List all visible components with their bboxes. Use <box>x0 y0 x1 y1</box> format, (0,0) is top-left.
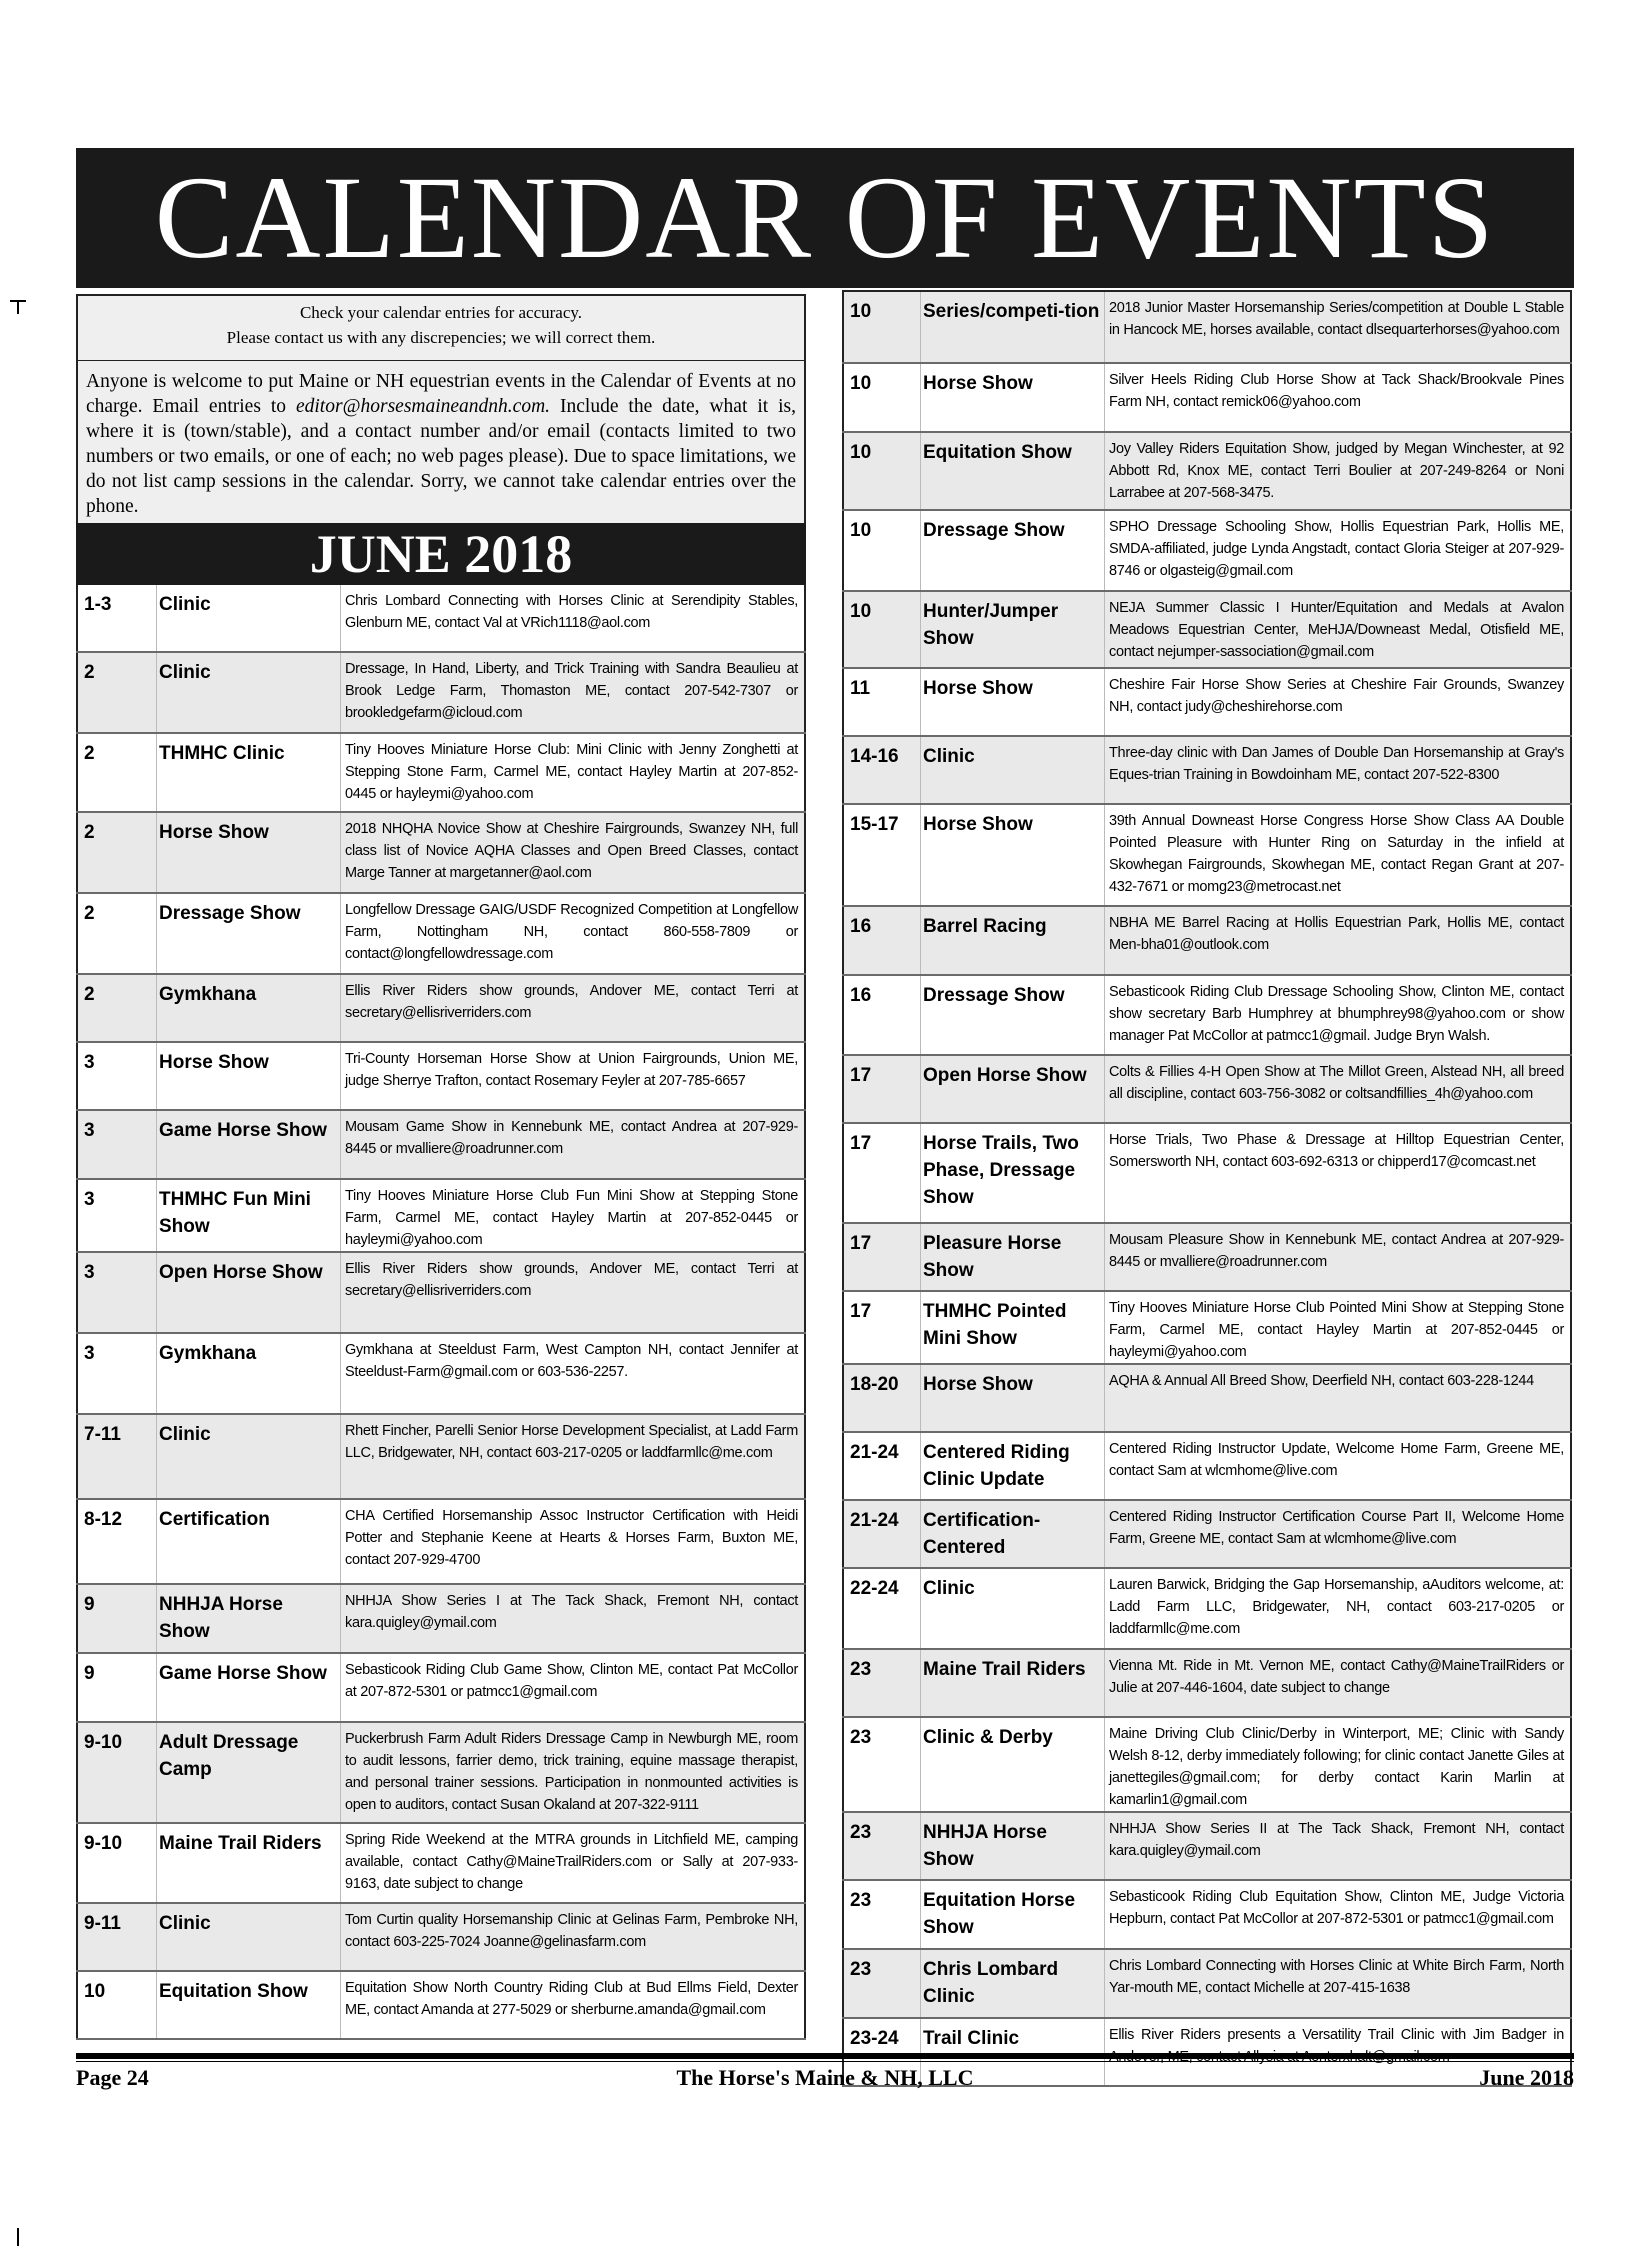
event-category: Equitation Horse Show <box>921 1880 1105 1949</box>
event-category: Horse Show <box>921 668 1105 736</box>
table-row <box>77 812 805 893</box>
table-row <box>77 1823 805 1903</box>
event-category: Clinic & Derby <box>921 1717 1105 1812</box>
footer-rule <box>76 2061 1574 2062</box>
month-heading: JUNE 2018 <box>76 523 806 585</box>
event-category: Open Horse Show <box>157 1252 341 1333</box>
event-details: Spring Ride Weekend at the MTRA grounds in Litchfield ME, camping available, contact Cathy@MaineTrailRiders.com or Sally at 207-933-9163, date subject to change <box>341 1823 806 1903</box>
event-details: Three-day clinic with Dan James of Double Dan Horsemanship at Gray's Eques-trian Training in Bowdoinham ME, contact 207-522-8300 <box>1105 736 1572 804</box>
event-details: Horse Trials, Two Phase & Dressage at Hilltop Equestrian Center, Somersworth NH, contact 603-692-6313 or chipperd17@comcast.net <box>1105 1123 1572 1223</box>
page-title: CALENDAR OF EVENTS <box>76 148 1574 288</box>
table-row <box>77 1722 805 1823</box>
event-date: 21-24 <box>843 1500 921 1568</box>
event-date: 15-17 <box>843 804 921 906</box>
event-details: 2018 NHQHA Novice Show at Cheshire Fairgrounds, Swanzey NH, full class list of Novice AQHA Classes and Open Breed Classes, contact Marge Tanner at margetanner@aol.com <box>341 812 806 893</box>
event-date: 23 <box>843 1812 921 1880</box>
right-column <box>842 290 1572 2087</box>
event-details: Tom Curtin quality Horsemanship Clinic at Gelinas Farm, Pembroke NH, contact 603-225-7024 Joanne@gelinasfarm.com <box>341 1903 806 1971</box>
event-date: 3 <box>77 1333 157 1414</box>
event-date: 23-24 <box>843 2018 921 2086</box>
event-date: 9-10 <box>77 1823 157 1903</box>
event-date: 21-24 <box>843 1432 921 1500</box>
table-row <box>77 733 805 812</box>
event-category: Game Horse Show <box>157 1110 341 1179</box>
table-row <box>843 1880 1571 1949</box>
event-details: Rhett Fincher, Parelli Senior Horse Development Specialist, at Ladd Farm LLC, Bridgewater, NH, contact 603-217-0205 or laddfarmllc@me.com <box>341 1414 806 1499</box>
table-row <box>77 1584 805 1653</box>
event-category: Clinic <box>157 1414 341 1499</box>
event-details: NHHJA Show Series I at The Tack Shack, Fremont NH, contact kara.quigley@ymail.com <box>341 1584 806 1653</box>
event-category: Hunter/Jumper Show <box>921 591 1105 668</box>
event-details: Mousam Game Show in Kennebunk ME, contact Andrea at 207-929-8445 or mvalliere@roadrunner.com <box>341 1110 806 1179</box>
event-details: Longfellow Dressage GAIG/USDF Recognized Competition at Longfellow Farm, Nottingham NH, contact 860-558-7809 or contact@longfellowdressage.com <box>341 893 806 974</box>
event-date: 17 <box>843 1123 921 1223</box>
event-date: 8-12 <box>77 1499 157 1584</box>
table-row <box>77 1971 805 2039</box>
submission-instructions <box>76 360 806 523</box>
notice-line: Check your calendar entries for accuracy. <box>299 303 583 322</box>
table-row <box>77 585 805 652</box>
event-date: 18-20 <box>843 1364 921 1432</box>
event-category: Dressage Show <box>157 893 341 974</box>
event-date: 1-3 <box>77 585 157 652</box>
event-category: Clinic <box>921 1568 1105 1649</box>
event-details: Ellis River Riders presents a Versatility Trail Clinic with Jim Badger in <box>1105 2018 1572 2086</box>
event-date: 10 <box>843 510 921 591</box>
event-date: 3 <box>77 1042 157 1110</box>
event-category: Horse Show <box>921 1364 1105 1432</box>
event-category: Maine Trail Riders <box>157 1823 341 1903</box>
intro-text: Anyone is welcome to put Maine or NH equestrian events in the Calendar of Events at no charge. Email entries to <box>86 371 796 417</box>
table-row <box>77 1653 805 1722</box>
event-date: 10 <box>843 432 921 510</box>
publication-name: The Horse's Maine & NH, LLC <box>676 2065 974 2090</box>
event-details: 2018 Junior Master Horsemanship Series/competition at Double L Stable in Hancock ME, horses available, contact dlsequarterhorses@yahoo.com <box>1105 291 1572 363</box>
event-category: Equitation Show <box>157 1971 341 2039</box>
table-row <box>843 432 1571 510</box>
event-date: 16 <box>843 906 921 975</box>
event-category: Gymkhana <box>157 974 341 1042</box>
table-row <box>843 1812 1571 1880</box>
table-row <box>77 1252 805 1333</box>
event-date: 2 <box>77 893 157 974</box>
event-details: Maine Driving Club Clinic/Derby in Winterport, ME; Clinic with Sandy Welsh 8-12, derby immediately following; for clinic contact Janette Giles at janettegiles@gmail.com; for derby contact Karin Marlin at kamarlin1@gmail.com <box>1105 1717 1572 1812</box>
event-details: Equitation Show North Country Riding Club at Bud Ellms Field, Dexter ME, contact Amanda at 277-5029 or sherburne.amanda@gmail.com <box>341 1971 806 2039</box>
event-date: 2 <box>77 812 157 893</box>
event-category: Gymkhana <box>157 1333 341 1414</box>
event-details: Sebasticook Riding Club Game Show, Clinton ME, contact Pat McCollor at 207-872-5301 or patmcc1@gmail.com <box>341 1653 806 1722</box>
event-details: Tiny Hooves Miniature Horse Club Fun Mini Show at Stepping Stone Farm, Carmel ME, contact Hayley Martin at 207-852-0445 or hayleymi@yahoo.com <box>341 1179 806 1252</box>
event-category: Centered Riding Clinic Update <box>921 1432 1105 1500</box>
event-date: 2 <box>77 652 157 733</box>
table-row <box>843 668 1571 736</box>
event-date: 3 <box>77 1110 157 1179</box>
table-row <box>843 510 1571 591</box>
table-row <box>77 1499 805 1584</box>
event-date: 17 <box>843 1223 921 1291</box>
event-category: Clinic <box>157 585 341 652</box>
event-details: Tri-County Horseman Horse Show at Union Fairgrounds, Union ME, judge Sherrye Trafton, contact Rosemary Feyler at 207-785-6657 <box>341 1042 806 1110</box>
table-row <box>77 1110 805 1179</box>
event-date: 9 <box>77 1653 157 1722</box>
event-category: Clinic <box>921 736 1105 804</box>
event-date: 9-11 <box>77 1903 157 1971</box>
issue-date: June 2018 <box>1479 2065 1574 2090</box>
table-row <box>843 1055 1571 1123</box>
table-row <box>77 1179 805 1252</box>
event-category: Horse Show <box>921 363 1105 432</box>
event-date: 2 <box>77 974 157 1042</box>
event-category: Horse Show <box>157 812 341 893</box>
event-date: 17 <box>843 1291 921 1364</box>
table-row <box>843 291 1571 363</box>
table-row <box>843 804 1571 906</box>
table-row <box>843 1949 1571 2018</box>
event-date: 10 <box>77 1971 157 2039</box>
event-details: Mousam Pleasure Show in Kennebunk ME, contact Andrea at 207-929-8445 or mvalliere@roadrunner.com <box>1105 1223 1572 1291</box>
event-category: Horse Show <box>157 1042 341 1110</box>
event-date: 23 <box>843 1649 921 1717</box>
event-category: NHHJA Horse Show <box>921 1812 1105 1880</box>
events-table-right <box>842 290 1572 2087</box>
event-date: 3 <box>77 1179 157 1252</box>
event-details: CHA Certified Horsemanship Assoc Instructor Certification with Heidi Potter and Stephanie Keene at Hearts & Horses Farm, Buxton ME, contact 207-929-4700 <box>341 1499 806 1584</box>
event-date: 10 <box>843 363 921 432</box>
editor-email-link[interactable]: editor@horsesmaineandnh.com. <box>295 396 551 417</box>
event-date: 2 <box>77 733 157 812</box>
event-details: Tiny Hooves Miniature Horse Club Pointed Mini Show at Stepping Stone Farm, Carmel ME, contact Hayley Martin at 207-852-0445 or hayleymi@yahoo.com <box>1105 1291 1572 1364</box>
table-row <box>843 591 1571 668</box>
table-row <box>77 1414 805 1499</box>
event-category: Certification <box>157 1499 341 1584</box>
crop-mark <box>17 300 19 314</box>
left-column <box>76 294 806 2040</box>
table-row <box>843 1568 1571 1649</box>
page-number: Page 24 <box>76 2065 149 2090</box>
event-details: Chris Lombard Connecting with Horses Clinic at Serendipity Stables, Glenburn ME, contact Val at VRich1118@aol.com <box>341 585 806 652</box>
table-row <box>843 1432 1571 1500</box>
event-category: Pleasure Horse Show <box>921 1223 1105 1291</box>
event-date: 7-11 <box>77 1414 157 1499</box>
event-details: Sebasticook Riding Club Equitation Show, Clinton ME, Judge Victoria Hepburn, contact Pat McCollor at 207-872-5301 or patmcc1@gmail.com <box>1105 1880 1572 1949</box>
event-category: Equitation Show <box>921 432 1105 510</box>
table-row <box>77 652 805 733</box>
table-row <box>843 1717 1571 1812</box>
event-details: NHHJA Show Series II at The Tack Shack, Fremont NH, contact kara.quigley@ymail.com <box>1105 1812 1572 1880</box>
event-category: Barrel Racing <box>921 906 1105 975</box>
event-date: 23 <box>843 1949 921 2018</box>
event-details: Lauren Barwick, Bridging the Gap Horsemanship, aAuditors welcome, at: Ladd Farm LLC, Bridgewater, NH, contact 603-217-0205 or laddfarmllc@me.com <box>1105 1568 1572 1649</box>
event-details: NBHA ME Barrel Racing at Hollis Equestrian Park, Hollis ME, contact Men-bha01@outlook.com <box>1105 906 1572 975</box>
event-details: Puckerbrush Farm Adult Riders Dressage Camp in Newburgh ME, room to audit lessons, farrier demo, trick training, equine massage therapist, and personal trainer sessions. Participation in nonmounted activities is open to auditors, contact Susan Okaland at 207-322-9111 <box>341 1722 806 1823</box>
event-date: 9 <box>77 1584 157 1653</box>
accuracy-notice <box>76 294 806 360</box>
events-table-left <box>76 585 806 2040</box>
event-category: Adult Dressage Camp <box>157 1722 341 1823</box>
event-details: NEJA Summer Classic I Hunter/Equitation and Medals at Avalon Meadows Equestrian Center, MeHJA/Downeast Medal, Otisfield ME, contact nejumper-sassociation@gmail.com <box>1105 591 1572 668</box>
event-category: Clinic <box>157 1903 341 1971</box>
event-details: Ellis River Riders show grounds, Andover ME, contact Terri at secretary@ellisriverriders.com <box>341 974 806 1042</box>
table-row <box>843 906 1571 975</box>
event-date: 23 <box>843 1717 921 1812</box>
event-date: 10 <box>843 291 921 363</box>
event-category: THMHC Clinic <box>157 733 341 812</box>
event-category: Trail Clinic <box>921 2018 1105 2086</box>
table-row <box>843 1291 1571 1364</box>
event-category: Horse Trails, Two Phase, Dressage Show <box>921 1123 1105 1223</box>
event-details: Chris Lombard Connecting with Horses Clinic at White Birch Farm, North Yar-mouth ME, contact Michelle at 207-415-1638 <box>1105 1949 1572 2018</box>
table-row <box>77 974 805 1042</box>
event-details: Centered Riding Instructor Certification Course Part II, Welcome Home Farm, Greene ME, contact Sam at wlcmhome@live.com <box>1105 1500 1572 1568</box>
table-row <box>843 1364 1571 1432</box>
event-details: Vienna Mt. Ride in Mt. Vernon ME, contact Cathy@MaineTrailRiders or Julie at 207-446-1604, date subject to change <box>1105 1649 1572 1717</box>
notice-line: Please contact us with any discrepencies; we will correct them. <box>226 328 656 347</box>
event-details: Tiny Hooves Miniature Horse Club: Mini Clinic with Jenny Zonghetti at Stepping Stone Farm, Carmel ME, contact Hayley Martin at 207-852-0445 or hayleymi@yahoo.com <box>341 733 806 812</box>
event-date: 16 <box>843 975 921 1055</box>
event-date: 23 <box>843 1880 921 1949</box>
event-details: Dressage, In Hand, Liberty, and Trick Training with Sandra Beaulieu at Brook Ledge Farm, Thomaston ME, contact 207-542-7307 or brookledgefarm@icloud.com <box>341 652 806 733</box>
event-date: 17 <box>843 1055 921 1123</box>
event-category: THMHC Fun Mini Show <box>157 1179 341 1252</box>
table-row <box>77 1903 805 1971</box>
event-category: NHHJA Horse Show <box>157 1584 341 1653</box>
event-details: Gymkhana at Steeldust Farm, West Campton NH, contact Jennifer at Steeldust-Farm@gmail.com or 603-536-2257. <box>341 1333 806 1414</box>
footer-rule <box>76 2053 1574 2059</box>
event-category: Maine Trail Riders <box>921 1649 1105 1717</box>
event-details: Sebasticook Riding Club Dressage Schooling Show, Clinton ME, contact show secretary Barb Humphrey at bhumphrey98@yahoo.com or show manager Pat McCollor at patmcc1@gmail. Judge Bryn Walsh. <box>1105 975 1572 1055</box>
event-date: 11 <box>843 668 921 736</box>
table-row <box>77 893 805 974</box>
event-date: 9-10 <box>77 1722 157 1823</box>
intro-text: Include the date, what it is, where it is (town/stable), and a contact number and/or email (contacts limited to two numbers or two emails, or one of each; no web pages please). Due to space limitations, we do not list camp sessions in the calendar. Sorry, we cannot take calendar entries over the phone. <box>86 396 796 517</box>
event-date: 3 <box>77 1252 157 1333</box>
table-row <box>843 1500 1571 1568</box>
table-row <box>843 975 1571 1055</box>
table-row <box>843 1223 1571 1291</box>
table-row <box>843 363 1571 432</box>
event-date: 22-24 <box>843 1568 921 1649</box>
event-category: Chris Lombard Clinic <box>921 1949 1105 2018</box>
event-category: Clinic <box>157 652 341 733</box>
event-category: Series/competi-tion <box>921 291 1105 363</box>
event-details: Cheshire Fair Horse Show Series at Cheshire Fair Grounds, Swanzey NH, contact judy@cheshirehorse.com <box>1105 668 1572 736</box>
event-category: Game Horse Show <box>157 1653 341 1722</box>
event-details: AQHA & Annual All Breed Show, Deerfield NH, contact 603-228-1244 <box>1105 1364 1572 1432</box>
event-details: Joy Valley Riders Equitation Show, judged by Megan Winchester, at 92 Abbott Rd, Knox ME, contact Terri Boulier at 207-249-8264 or Noni Larrabee at 207-568-3475. <box>1105 432 1572 510</box>
table-row <box>843 736 1571 804</box>
event-date: 14-16 <box>843 736 921 804</box>
event-category: Dressage Show <box>921 510 1105 591</box>
event-category: Open Horse Show <box>921 1055 1105 1123</box>
event-details: 39th Annual Downeast Horse Congress Horse Show Class AA Double Pointed Pleasure with Hunter Ring on Saturday in the infield at Skowhegan Fairgrounds, Skowhegan ME, contact Regan Grant at 207-432-7671 or momg23@metrocast.net <box>1105 804 1572 906</box>
table-row <box>843 1649 1571 1717</box>
event-category: Dressage Show <box>921 975 1105 1055</box>
event-details: Centered Riding Instructor Update, Welcome Home Farm, Greene ME, contact Sam at wlcmhome@live.com <box>1105 1432 1572 1500</box>
event-category: Certification-Centered <box>921 1500 1105 1568</box>
event-details: SPHO Dressage Schooling Show, Hollis Equestrian Park, Hollis ME, SMDA-affiliated, judge Lynda Angstadt, contact Gloria Steiger at 207-929-8746 or olgasteig@gmail.com <box>1105 510 1572 591</box>
table-row <box>77 1333 805 1414</box>
event-details: Colts & Fillies 4-H Open Show at The Millot Green, Alstead NH, all breed all discipline, contact 603-756-3082 or coltsandfillies_4h@yahoo.com <box>1105 1055 1572 1123</box>
event-date: 10 <box>843 591 921 668</box>
event-category: THMHC Pointed Mini Show <box>921 1291 1105 1364</box>
event-details: Ellis River Riders show grounds, Andover ME, contact Terri at secretary@ellisriverriders.com <box>341 1252 806 1333</box>
event-category: Horse Show <box>921 804 1105 906</box>
crop-mark <box>17 2228 19 2246</box>
table-row <box>77 1042 805 1110</box>
table-row <box>843 1123 1571 1223</box>
event-details: Silver Heels Riding Club Horse Show at Tack Shack/Brookvale Pines Farm NH, contact remick06@yahoo.com <box>1105 363 1572 432</box>
